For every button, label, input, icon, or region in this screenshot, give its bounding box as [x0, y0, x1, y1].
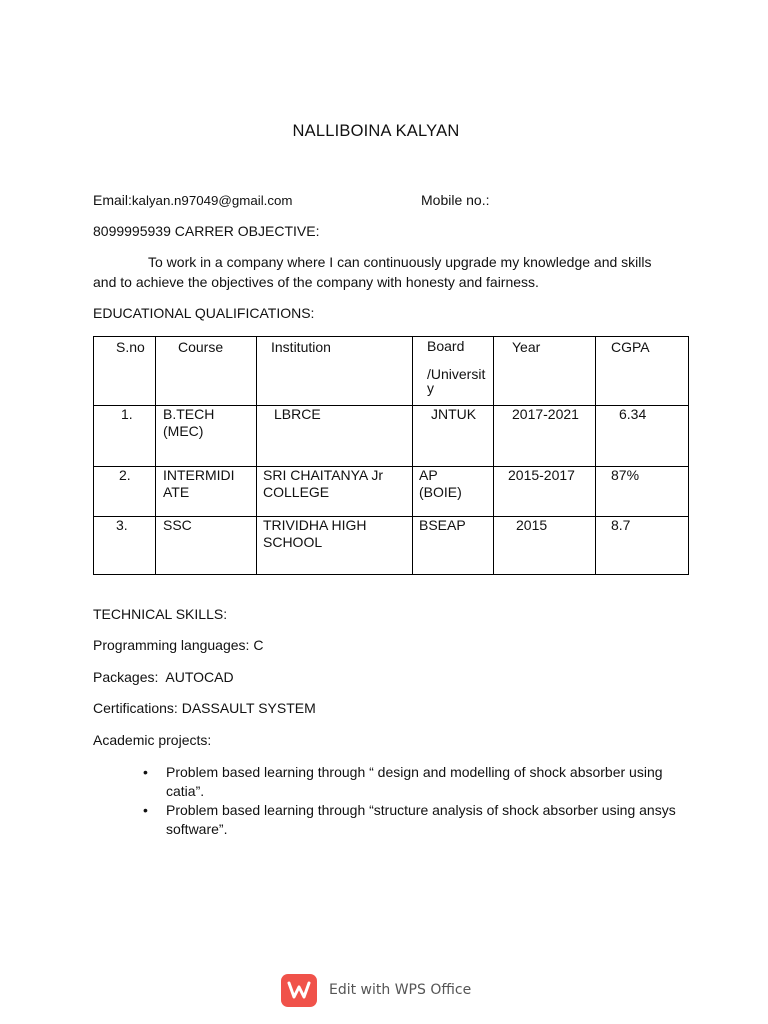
row2-cgpa: 87% — [611, 467, 640, 483]
row1-sno: 1. — [121, 406, 133, 422]
row2-year: 2015-2017 — [508, 467, 575, 483]
row1-course: B.TECH (MEC) — [163, 406, 215, 439]
project-item-1: Problem based learning through “ design and modelling of shock absorber using catia”. — [166, 764, 663, 799]
header-course: Course — [178, 339, 224, 355]
header-year: Year — [512, 339, 541, 355]
programming-value: C — [253, 637, 264, 653]
table-header-row — [94, 337, 689, 406]
email-label: Email: — [93, 192, 132, 208]
row1-institution: LBRCE — [274, 406, 321, 422]
resume-name: NALLIBOINA KALYAN — [292, 122, 460, 140]
packages-label: Packages: — [93, 669, 159, 685]
certifications-line — [93, 700, 316, 716]
row1-cgpa: 6.34 — [619, 406, 647, 422]
education-table — [93, 336, 689, 575]
row1-year: 2017-2021 — [512, 406, 579, 422]
programming-line — [93, 637, 263, 653]
certifications-value: DASSAULT SYSTEM — [181, 700, 316, 716]
packages-value: AUTOCAD — [165, 669, 234, 685]
project-item-2: Problem based learning through “structure analysis of shock absorber using ansys software”. — [166, 802, 676, 837]
header-institution: Institution — [271, 339, 331, 355]
email-line — [93, 192, 293, 208]
row3-course: SSC — [163, 517, 192, 533]
mobile-label: Mobile no.: — [421, 192, 490, 208]
mobile-objective-line — [93, 223, 319, 239]
email-value: kalyan.n97049@gmail.com — [131, 193, 293, 208]
objective-text: To work in a company where I can continuously upgrade my knowledge and skills and to achieve the objectives of the company with honesty and fairness. — [93, 254, 652, 290]
table-row — [94, 406, 689, 467]
wps-edit-banner[interactable] — [281, 973, 471, 1007]
row2-course: INTERMIDI ATE — [163, 467, 235, 500]
header-cgpa: CGPA — [611, 339, 650, 355]
projects-list — [143, 763, 683, 839]
bullet-icon: • — [143, 802, 148, 818]
skills-heading: TECHNICAL SKILLS: — [93, 606, 228, 622]
row3-board: BSEAP — [419, 517, 466, 533]
row3-sno: 3. — [116, 517, 128, 533]
education-heading: EDUCATIONAL QUALIFICATIONS: — [93, 305, 315, 321]
projects-heading: Academic projects: — [93, 732, 212, 748]
header-sno: S.no — [116, 339, 145, 355]
wps-logo-icon — [281, 974, 317, 1007]
row3-cgpa: 8.7 — [611, 517, 631, 533]
row2-institution: SRI CHAITANYA Jr COLLEGE — [263, 467, 384, 500]
row2-sno: 2. — [119, 467, 131, 483]
row2-board: AP (BOIE) — [419, 467, 462, 500]
row1-board: JNTUK — [431, 406, 477, 422]
row3-institution: TRIVIDHA HIGH SCHOOL — [263, 517, 367, 550]
mobile-number: 8099995939 — [93, 223, 171, 239]
packages-line — [93, 669, 234, 685]
list-item — [143, 763, 683, 801]
wps-edit-text: Edit with WPS Office — [329, 982, 472, 998]
table-row — [94, 467, 689, 517]
programming-label: Programming languages: — [93, 637, 250, 653]
certifications-label: Certifications: — [93, 700, 178, 716]
bullet-icon: • — [143, 764, 148, 780]
header-board: Board /Universit y — [427, 338, 486, 396]
objective-heading: CARRER OBJECTIVE: — [174, 223, 320, 239]
table-row — [94, 517, 689, 575]
row3-year: 2015 — [516, 517, 548, 533]
list-item — [143, 801, 683, 839]
